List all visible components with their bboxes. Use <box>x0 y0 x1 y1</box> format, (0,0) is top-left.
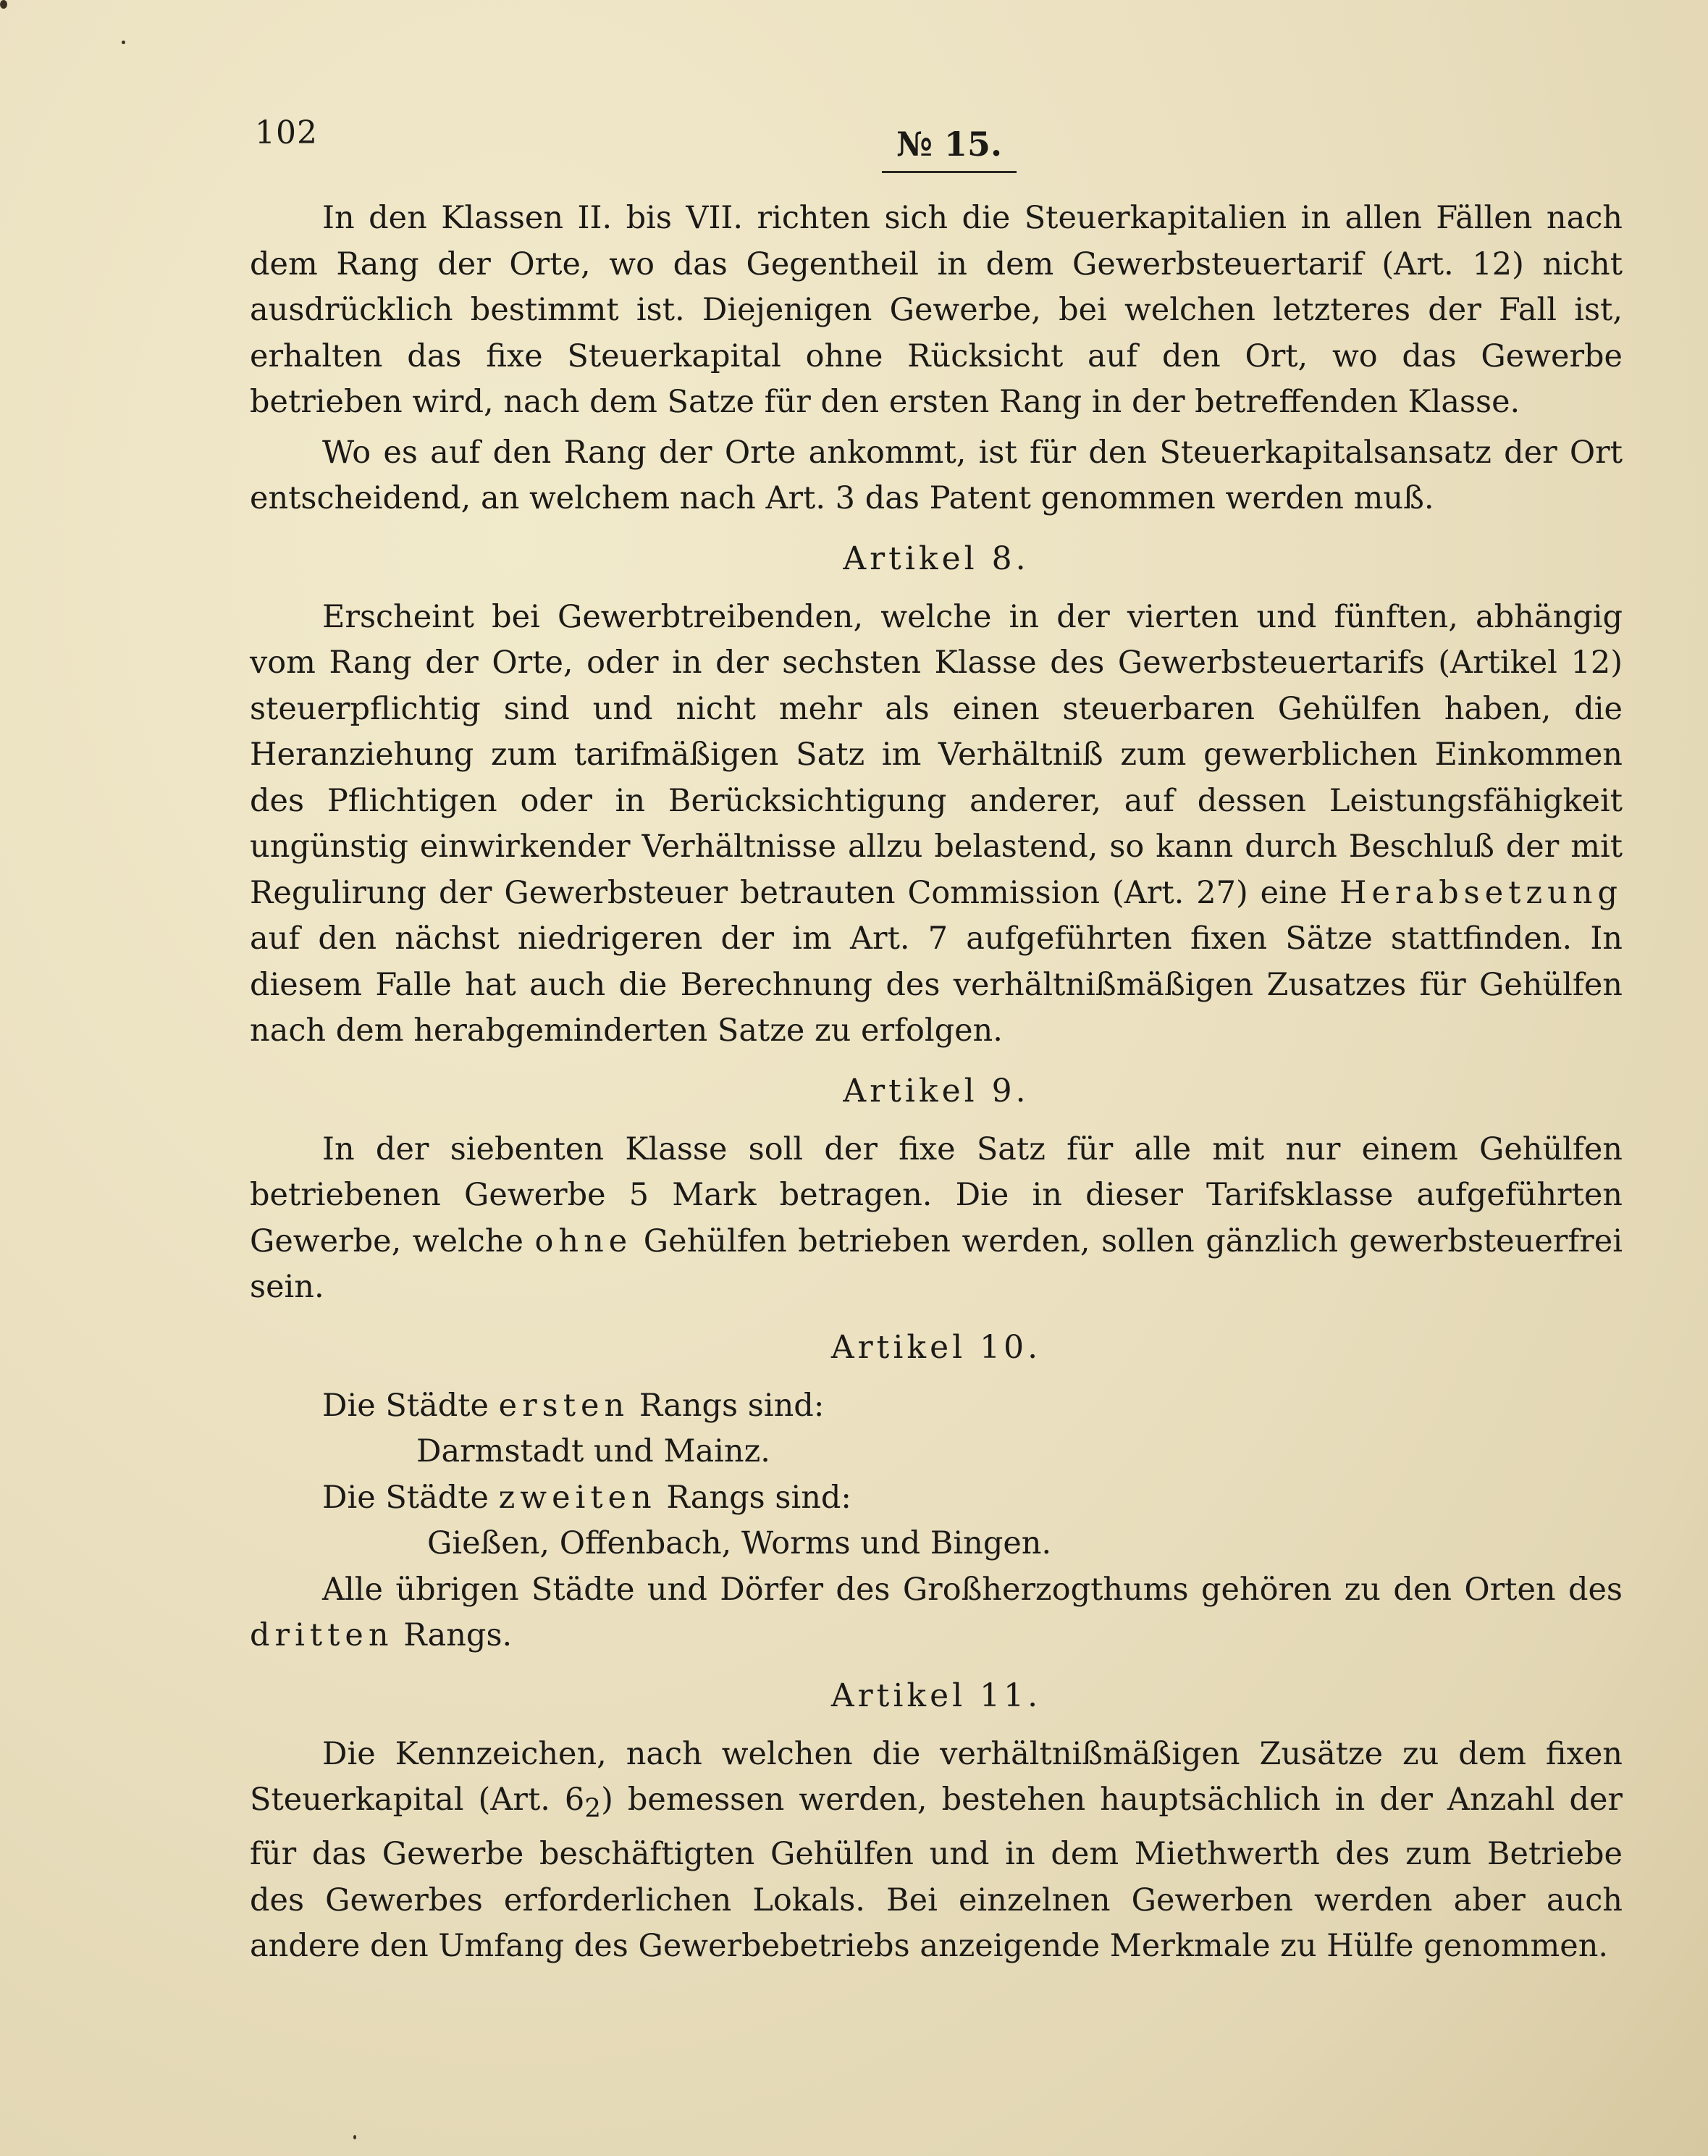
second-rank-label: Die Städte <box>322 1479 489 1516</box>
emphasis-text: ohne <box>534 1222 633 1259</box>
article-9-heading: Artikel 9. <box>843 1072 1030 1110</box>
subscript: 2 <box>584 1793 602 1824</box>
article-10-heading: Artikel 10. <box>830 1328 1042 1366</box>
article-9-text-end: Gehülfen betrieben werden, sollen gänzlich gewerbsteuerfrei sein. <box>250 1222 1623 1305</box>
article-11-text-end: ) bemessen werden, bestehen hauptsächlich in der Anzahl der für das Gewerbe beschäftigten Gehülfen und in dem Miethwerth des zum Betriebe des Gewerbes erforderlichen Lokals. Bei einzelnen Gewerben werden aber auch andere den Umfang des Gewerbebetriebs anzeigende Merkmale zu Hülfe genommen. <box>250 1782 1623 1965</box>
article-11-heading: Artikel 11. <box>830 1677 1042 1714</box>
emphasis-text: ersten <box>498 1387 630 1424</box>
first-rank-cities: Darmstadt und Mainz. <box>416 1433 770 1469</box>
first-rank-label-end: Rangs sind: <box>639 1387 825 1424</box>
paragraph-classes: In den Klassen II. bis VII. richten sich die Steuerkapitalien in allen Fällen nach dem Rang der Orte, wo das Gegentheil in dem Gewerbsteuertarif (Art. 12) nicht ausdrücklich bestimmt ist. Diejenigen Gewerbe, bei welchen letzteres der Fall ist, erhalten das fixe Steuerkapital ohne Rücksicht auf den Ort, wo das Gewerbe betrieben wird, nach dem Satze für den ersten Rang in der betreffenden Klasse. <box>250 200 1623 420</box>
article-8-heading: Artikel 8. <box>843 540 1030 577</box>
first-rank-label: Die Städte <box>322 1387 489 1424</box>
paper-speck <box>353 2135 356 2139</box>
article-8-paragraph <box>250 595 1623 1054</box>
third-rank-text: Alle übrigen Städte und Dörfer des Großherzogthums gehören zu den Orten des <box>322 1571 1623 1608</box>
paper-speck <box>0 0 7 9</box>
article-8-text-end: auf den nächst niedrigeren der im Art. 7 aufgeführten fixen Sätze stattfinden. In diesem Falle hat auch die Berechnung des verhältnißmäßigen Zusatzes für Gehülfen nach dem herabgeminderten Satze zu erfolgen. <box>250 920 1623 1049</box>
second-rank-cities: Gießen, Offenbach, Worms und Bingen. <box>427 1525 1052 1561</box>
emphasis-text: Herabsetzung <box>1339 874 1623 911</box>
paper-speck <box>122 41 125 44</box>
article-8-text: Erscheint bei Gewerbtreibenden, welche in der vierten und fünften, abhängig vom Rang der Orte, oder in der sechsten Klasse des Gewerbsteuertarifs (Artikel 12) steuerpflichtig sind und nicht mehr als einen steuerbaren Gehülfen haben, die Heranziehung zum tarifmäßigen Satz im Verhältniß zum gewerblichen Einkommen des Pflichtigen oder in Berücksichtigung anderer, auf dessen Leistungsfähigkeit ungünstig einwirkender Verhältnisse allzu belastend, so kann durch Beschluß der mit Regulirung der Gewerbsteuer betrauten Commission (Art. 27) eine <box>250 598 1623 911</box>
paragraph-rank: Wo es auf den Rang der Orte ankommt, ist für den Steuerkapitalsansatz der Ort entscheidend, an welchem nach Art. 3 das Patent genommen werden muß. <box>250 434 1623 516</box>
article-9-text: In der siebenten Klasse soll der fixe Satz für alle mit nur einem Gehülfen betriebenen Gewerbe 5 Mark betragen. Die in dieser Tarifsklasse aufgeführten Gewerbe, welche <box>250 1131 1623 1259</box>
emphasis-text: zweiten <box>498 1479 657 1516</box>
page-number: 102 <box>255 114 318 151</box>
body-text <box>250 196 1623 1970</box>
article-9-paragraph <box>250 1127 1623 1311</box>
second-rank-line <box>250 1475 1623 1522</box>
document-number: № 15. <box>882 125 1017 173</box>
third-rank-text-end: Rangs. <box>403 1617 513 1653</box>
article-11-text: Die Kennzeichen, nach welchen die verhältnißmäßigen Zusätze zu dem fixen Steuerkapital (Art. 6 <box>250 1735 1623 1818</box>
second-rank-label-end: Rangs sind: <box>666 1479 851 1516</box>
article-11-paragraph <box>250 1732 1623 1970</box>
first-rank-line <box>250 1383 1623 1430</box>
third-rank-paragraph <box>250 1567 1623 1659</box>
emphasis-text: dritten <box>250 1617 394 1653</box>
